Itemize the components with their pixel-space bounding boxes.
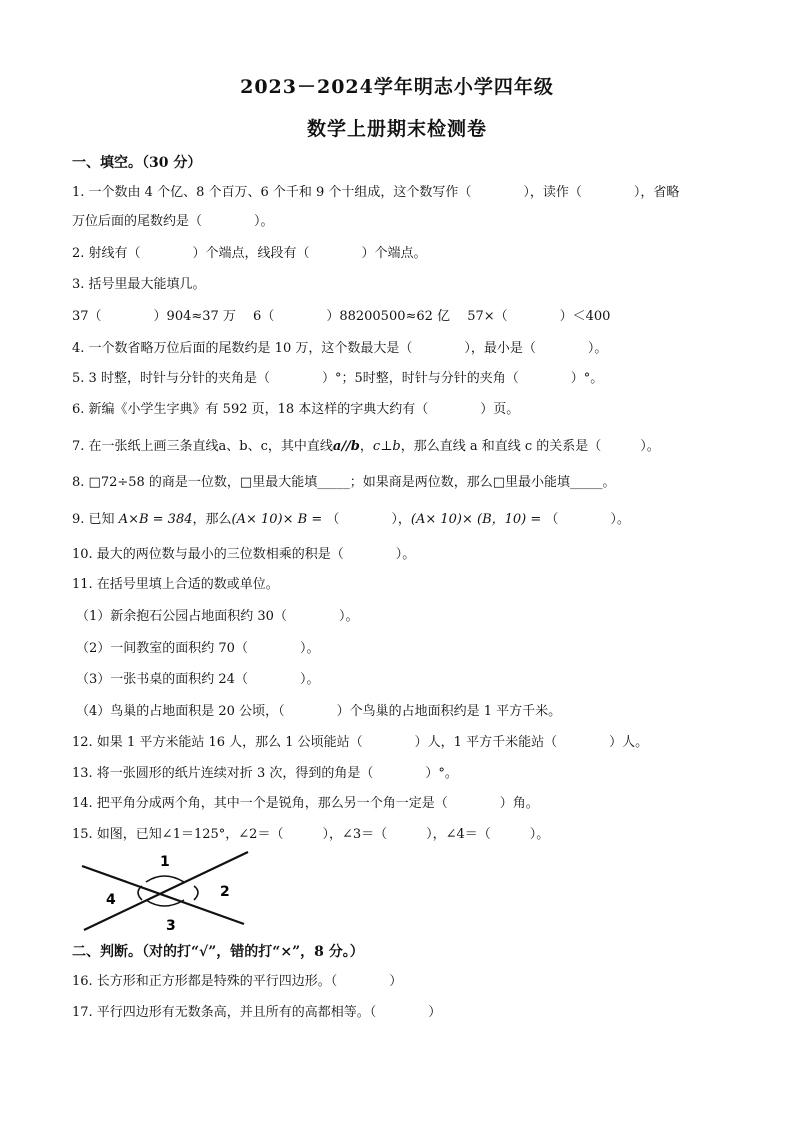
question-7 <box>72 438 660 456</box>
section-fill-in-heading: 一、填空。（30 分） <box>72 155 202 171</box>
question-9-equation-given: A×B = 384 <box>118 512 193 527</box>
question-1-line2: 万位后面的尾数约是（ ）。 <box>72 214 274 229</box>
question-7-separator: ， <box>359 439 373 454</box>
question-3-items: 37（ ）904≈37 万 6（ ）88200500≈62 亿 57×（ ）＜400 <box>72 309 611 324</box>
question-4: 4. 一个数省略万位后面的尾数约是 10 万，这个数最大是（ ），最小是（ ）。 <box>72 341 608 356</box>
question-10: 10. 最大的两位数与最小的三位数相乘的积是（ ）。 <box>72 547 416 562</box>
exam-title-line2: 数学上册期末检测卷 <box>306 118 487 140</box>
question-11: 11. 在括号里填上合适的数或单位。 <box>72 577 279 592</box>
question-8: 8. □72÷58 的商是一位数，□里最大能填_____；如果商是两位数，那么□里最小能填_____。 <box>72 475 616 490</box>
question-11-part-2: （2）一间教室的面积约 70（ ）。 <box>76 641 320 656</box>
question-11-part-4: （4）鸟巢的占地面积是 20 公顷，（ ）个鸟巢的占地面积约是 1 平方千米。 <box>76 704 562 719</box>
question-6: 6. 新编《小学生字典》有 592 页，18 本这样的字典大约有（ ）页。 <box>72 402 520 417</box>
question-9-blank-2: （ ）。 <box>545 512 630 527</box>
question-9-prefix: 9. 已知 <box>72 512 115 527</box>
question-11-part-1: （1）新余抱石公园占地面积约 30（ ）。 <box>76 609 359 624</box>
angle-1-label: 1 <box>160 854 170 870</box>
angle-2-arc <box>194 886 198 900</box>
question-13: 13. 将一张圆形的纸片连续对折 3 次，得到的角是（ ）°。 <box>72 766 458 781</box>
question-5: 5. 3 时整，时针与分针的夹角是（ ）°；5时整，时针与分针的夹角（ ）°。 <box>72 371 604 386</box>
exam-title-line1: 2023－2024学年明志小学四年级 <box>240 76 554 98</box>
question-9-blank-1: （ ）， <box>326 512 411 527</box>
question-3: 3. 括号里最大能填几。 <box>72 277 206 292</box>
question-7-perpendicular-relation: c⊥b <box>372 439 401 454</box>
question-17: 17. 平行四边形有无数条高，并且所有的高都相等。（ ） <box>72 1005 442 1020</box>
question-7-parallel-relation: a//b <box>332 439 360 454</box>
question-2: 2. 射线有（ ）个端点，线段有（ ）个端点。 <box>72 246 427 261</box>
question-15: 15. 如图，已知∠1＝125°，∠2＝（ ），∠3＝（ ），∠4＝（ ）。 <box>72 827 550 842</box>
angle-2-label: 2 <box>220 884 230 900</box>
section-true-false-heading: 二、判断。（对的打“√”，错的打“×”，8 分。） <box>72 944 364 960</box>
question-1-line1: 1. 一个数由 4 个亿、8 个百万、6 个千和 9 个十组成，这个数写作（ ），读作（ ），省略 <box>72 185 680 200</box>
question-9-expression-1: (A× 10)× B = <box>231 512 323 527</box>
question-7-suffix: ，那么直线 a 和直线 c 的关系是（ ）。 <box>400 439 660 454</box>
question-14: 14. 把平角分成两个角，其中一个是锐角，那么另一个角一定是（ ）角。 <box>72 796 539 811</box>
question-9 <box>72 511 630 529</box>
question-9-then: ，那么 <box>192 512 232 527</box>
question-9-expression-2: (A× 10)× (B，10) = <box>410 512 542 527</box>
angle-1-arc <box>146 876 184 882</box>
angle-4-label: 4 <box>106 892 116 908</box>
angle-3-label: 3 <box>166 918 176 934</box>
intersecting-lines-figure <box>76 850 256 934</box>
question-7-prefix: 7. 在一张纸上画三条直线a、b、c，其中直线 <box>72 439 333 454</box>
question-11-part-3: （3）一张书桌的面积约 24（ ）。 <box>76 672 320 687</box>
question-16: 16. 长方形和正方形都是特殊的平行四边形。（ ） <box>72 974 403 989</box>
question-12: 12. 如果 1 平方米能站 16 人，那么 1 公顷能站（ ）人，1 平方千米能站（ ）人。 <box>72 735 649 750</box>
